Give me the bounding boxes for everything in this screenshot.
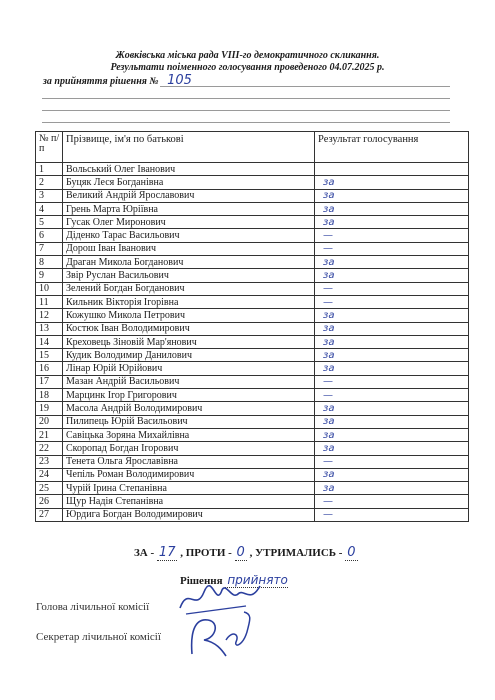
table-row xyxy=(36,362,469,375)
table-row xyxy=(36,242,469,255)
row-number: 8 xyxy=(36,256,63,269)
for-count: 17 xyxy=(158,545,176,560)
table-row xyxy=(36,482,469,495)
council-title: Жовківська міська рада VIII-го демократичного скликання. xyxy=(115,50,380,61)
row-name: Гусак Олег Миронович xyxy=(63,216,315,229)
col-name-header: Прізвище, ім'я по батькові xyxy=(63,132,315,163)
row-result: за xyxy=(315,269,469,282)
row-name: Великий Андрій Ярославович xyxy=(63,189,315,202)
row-result: — xyxy=(315,242,469,255)
table-row xyxy=(36,256,469,269)
row-number: 4 xyxy=(36,202,63,215)
row-result xyxy=(315,163,469,176)
row-name: Зелений Богдан Богданович xyxy=(63,282,315,295)
row-number: 3 xyxy=(36,189,63,202)
row-number: 25 xyxy=(36,482,63,495)
row-number: 5 xyxy=(36,216,63,229)
decision-result-label: Рішення xyxy=(180,575,223,587)
row-name: Грень Марта Юріївна xyxy=(63,202,315,215)
row-number: 18 xyxy=(36,389,63,402)
row-name: Мазан Андрій Васильович xyxy=(63,375,315,388)
row-result: — xyxy=(315,375,469,388)
row-result: за xyxy=(315,176,469,189)
table-row xyxy=(36,508,469,521)
row-result: — xyxy=(315,495,469,508)
table-row xyxy=(36,468,469,481)
row-name: Кудик Володимир Данилович xyxy=(63,349,315,362)
row-result: — xyxy=(315,229,469,242)
decision-underline xyxy=(160,86,450,87)
vote-results-title: Результати поіменного голосування проведеного 04.07.2025 р. xyxy=(110,62,385,73)
row-name: Звір Руслан Васильович xyxy=(63,269,315,282)
row-name: Костюк Іван Володимирович xyxy=(63,322,315,335)
row-name: Щур Надія Степанівна xyxy=(63,495,315,508)
table-row xyxy=(36,282,469,295)
row-number: 19 xyxy=(36,402,63,415)
row-name: Діденко Тарас Васильович xyxy=(63,229,315,242)
table-row xyxy=(36,322,469,335)
row-result: за xyxy=(315,322,469,335)
row-number: 16 xyxy=(36,362,63,375)
row-result: за xyxy=(315,362,469,375)
row-name: Кильник Вікторія Ігорівна xyxy=(63,295,315,308)
for-label: ЗА - xyxy=(134,547,155,559)
row-result: — xyxy=(315,282,469,295)
row-number: 9 xyxy=(36,269,63,282)
row-name: Креховець Зіновій Мар'янович xyxy=(63,335,315,348)
blank-line-1 xyxy=(42,98,450,99)
table-row xyxy=(36,349,469,362)
row-number: 23 xyxy=(36,455,63,468)
row-name: Вольський Олег Іванович xyxy=(63,163,315,176)
table-row xyxy=(36,189,469,202)
row-number: 2 xyxy=(36,176,63,189)
row-result: за xyxy=(315,309,469,322)
table-row xyxy=(36,428,469,441)
row-result: за xyxy=(315,216,469,229)
table-row xyxy=(36,389,469,402)
row-name: Лінар Юрій Юрійович xyxy=(63,362,315,375)
abstain-count: 0 xyxy=(347,545,356,560)
table-row xyxy=(36,415,469,428)
row-name: Марцинк Ігор Григорович xyxy=(63,389,315,402)
secretary-label: Секретар лічильної комісії xyxy=(36,631,161,643)
row-result: за xyxy=(315,428,469,441)
chair-label: Голова лічильної комісії xyxy=(36,601,150,613)
row-number: 13 xyxy=(36,322,63,335)
blank-line-3 xyxy=(42,122,450,123)
table-row xyxy=(36,202,469,215)
row-result: за xyxy=(315,202,469,215)
row-number: 22 xyxy=(36,442,63,455)
table-row xyxy=(36,335,469,348)
row-number: 15 xyxy=(36,349,63,362)
row-name: Дорош Іван Іванович xyxy=(63,242,315,255)
row-result: — xyxy=(315,295,469,308)
row-result: — xyxy=(315,455,469,468)
vote-tally xyxy=(134,545,358,560)
row-number: 14 xyxy=(36,335,63,348)
row-number: 26 xyxy=(36,495,63,508)
row-name: Скоропад Богдан Ігорович xyxy=(63,442,315,455)
row-number: 17 xyxy=(36,375,63,388)
abstain-label: , УТРИМАЛИСЬ - xyxy=(249,547,343,559)
row-number: 6 xyxy=(36,229,63,242)
row-result: — xyxy=(315,508,469,521)
table-row xyxy=(36,402,469,415)
row-number: 11 xyxy=(36,295,63,308)
decision-number: 105 xyxy=(167,73,192,88)
row-result: за xyxy=(315,482,469,495)
row-name: Юрдига Богдан Володимирович xyxy=(63,508,315,521)
table-row xyxy=(36,375,469,388)
table-row xyxy=(36,229,469,242)
row-name: Пилипець Юрій Васильович xyxy=(63,415,315,428)
against-label: , ПРОТИ - xyxy=(180,547,232,559)
decision-label: за прийняття рішення № xyxy=(43,76,159,87)
row-name: Кожушко Микола Петрович xyxy=(63,309,315,322)
row-name: Тенета Ольга Ярославівна xyxy=(63,455,315,468)
row-result: за xyxy=(315,402,469,415)
row-name: Драган Микола Богданович xyxy=(63,256,315,269)
table-row xyxy=(36,309,469,322)
row-number: 7 xyxy=(36,242,63,255)
row-name: Чурій Ірина Степанівна xyxy=(63,482,315,495)
row-result: за xyxy=(315,442,469,455)
row-name: Савіцька Зоряна Михайлівна xyxy=(63,428,315,441)
table-row xyxy=(36,163,469,176)
table-row xyxy=(36,216,469,229)
blank-line-2 xyxy=(42,110,450,111)
row-number: 27 xyxy=(36,508,63,521)
row-number: 21 xyxy=(36,428,63,441)
row-name: Масола Андрій Володимирович xyxy=(63,402,315,415)
row-result: за xyxy=(315,349,469,362)
col-number-header: № п/п xyxy=(36,132,63,163)
table-row xyxy=(36,495,469,508)
table-row xyxy=(36,455,469,468)
row-number: 24 xyxy=(36,468,63,481)
row-name: Буцяк Леся Богданівна xyxy=(63,176,315,189)
row-name: Чепіль Роман Володимирович xyxy=(63,468,315,481)
row-result: за xyxy=(315,468,469,481)
row-number: 12 xyxy=(36,309,63,322)
col-result-header: Результат голосування xyxy=(315,132,469,163)
table-row xyxy=(36,176,469,189)
row-result: — xyxy=(315,389,469,402)
row-result: за xyxy=(315,335,469,348)
row-result: за xyxy=(315,256,469,269)
secretary-signature xyxy=(186,610,256,660)
voting-table xyxy=(35,131,469,522)
decision-result-value: прийнято xyxy=(227,573,288,587)
table-header-row xyxy=(36,132,469,163)
row-number: 20 xyxy=(36,415,63,428)
table-row xyxy=(36,442,469,455)
table-row xyxy=(36,269,469,282)
row-result: за xyxy=(315,189,469,202)
against-count: 0 xyxy=(236,545,245,560)
table-row xyxy=(36,295,469,308)
row-number: 1 xyxy=(36,163,63,176)
row-result: за xyxy=(315,415,469,428)
row-number: 10 xyxy=(36,282,63,295)
